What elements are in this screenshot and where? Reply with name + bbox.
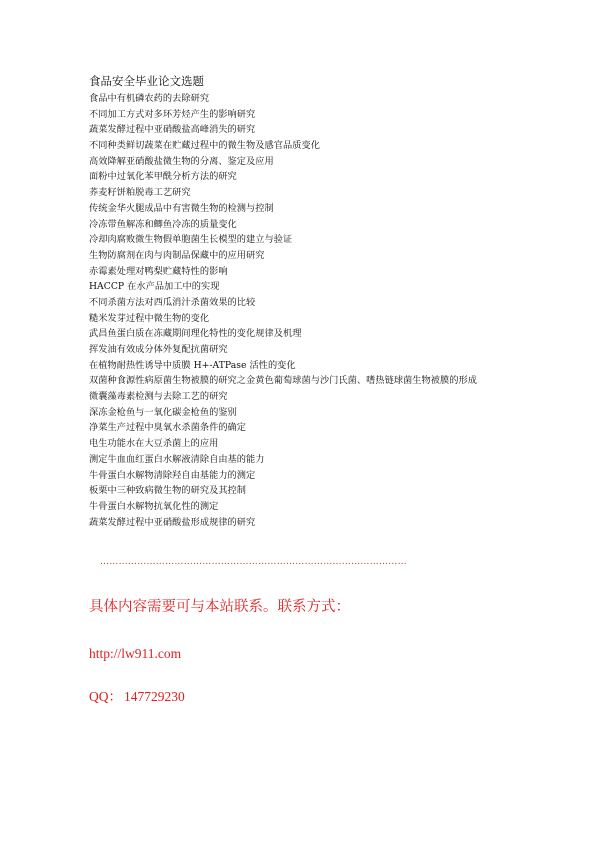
- topic-list: [89, 91, 477, 530]
- topic-item: 双菌种食源性病原菌生物被膜的研究之金黄色葡萄球菌与沙门氏菌、嗜热链球菌生物被膜的形成: [89, 375, 477, 387]
- topic-item: 牛骨蛋白水解物清除羟自由基能力的测定: [89, 469, 256, 481]
- topic-item: 挥发油有效成分体外复配抗菌研究: [89, 344, 228, 355]
- topic-item: 高效降解亚硝酸盐微生物的分离、鉴定及应用: [89, 155, 274, 167]
- topic-item: 板栗中三种致病微生物的研究及其控制: [89, 485, 247, 497]
- topic-item: 深冻金枪鱼与一氧化碳金枪鱼的鉴别: [89, 406, 237, 418]
- topic-item: 蔬菜发酵过程中亚硝酸盐高峰消失的研究: [89, 124, 256, 136]
- topic-item: 赤霉素处理对鸭梨贮藏特性的影响: [89, 265, 228, 277]
- topic-item: 牛骨蛋白水解物抗氧化性的测定: [89, 500, 219, 512]
- topic-item: 微囊藻毒素检测与去除工艺的研究: [89, 391, 228, 403]
- topic-item: 不同种类鲜切蔬菜在贮藏过程中的微生物及感官品质变化: [89, 140, 320, 152]
- topic-item: 生物防腐剂在肉与肉制品保藏中的应用研究: [89, 249, 265, 261]
- topic-item: 净菜生产过程中臭氧水杀菌条件的确定: [89, 422, 247, 434]
- topic-item: 食品中有机磷农药的去除研究: [89, 93, 210, 104]
- topic-item: 糙米发芽过程中微生物的变化: [89, 312, 210, 324]
- topic-item: 冷冻带鱼解冻和鲫鱼冷冻的质量变化: [89, 218, 237, 230]
- qq-contact: [89, 688, 185, 705]
- topic-item: 电生功能水在大豆杀菌上的应用: [89, 438, 219, 450]
- topic-item: 武昌鱼蛋白质在冻藏期间理化特性的变化规律及机理: [89, 328, 302, 340]
- document-title: 食品安全毕业论文选题: [89, 74, 204, 88]
- dotted-divider: ………………………………………………………………………………………: [100, 557, 407, 567]
- contact-notice: 具体内容需要可与本站联系。联系方式：: [89, 599, 350, 615]
- topic-item: 在植物耐热性诱导中质膜 H+-ATPase 活性的变化: [89, 359, 296, 371]
- topic-item: 不同杀菌方法对西瓜消汁杀菌效果的比较: [89, 296, 256, 308]
- topic-item: 不同加工方式对多环芳烃产生的影响研究: [89, 108, 256, 120]
- topic-item: 蔬菜发酵过程中亚硝酸盐形成规律的研究: [89, 516, 256, 528]
- topic-item: 冷却肉腐败微生物假单胞菌生长模型的建立与验证: [89, 234, 293, 246]
- qq-number: 147729230: [124, 689, 185, 704]
- topic-item: 测定牛血血红蛋白水解液清除自由基的能力: [89, 453, 265, 465]
- website-link[interactable]: http://lw911.com: [89, 646, 182, 661]
- topic-item: 传统金华火腿成品中有害微生物的检测与控制: [89, 202, 274, 214]
- qq-label: QQ：: [89, 689, 122, 704]
- topic-item: HACCP 在水产品加工中的实现: [89, 281, 220, 293]
- topic-item: 面粉中过氧化苯甲酰分析方法的研究: [89, 171, 237, 183]
- topic-item: 荞麦籽饼粕脱毒工艺研究: [89, 187, 191, 199]
